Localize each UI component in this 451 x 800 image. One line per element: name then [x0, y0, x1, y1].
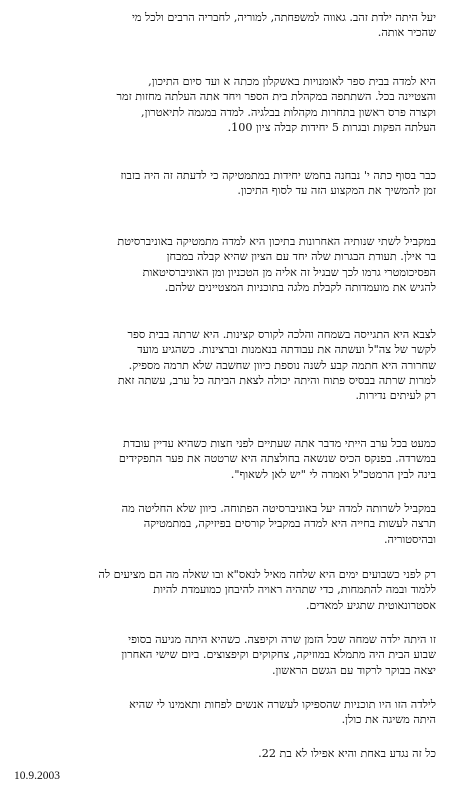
- paragraph-school: [14, 74, 436, 135]
- text-line: היתה משיגה את כולן.: [341, 713, 436, 727]
- text-line: זמן להמשיך את המקצוע הזה עד לסוף התיכון.: [237, 184, 436, 198]
- text-line: כל זה נגדע באחת והיא אפילו לא בת 22.: [258, 747, 436, 760]
- paragraph-math-early: [14, 168, 436, 199]
- text-line: להגיש את מועמדותה לקבלת מלגה בתוכניות המצטיינים שלהם.: [164, 280, 436, 294]
- text-line: לקשר של צה"ל ועשתה את עבודתה בנאמנות וברצינות. כשהגיע מועד: [137, 343, 436, 357]
- text-line: שהכיר אותה.: [377, 26, 436, 40]
- text-line: למרות שרתה בבסיס פתוח והיתה יכולה לצאת הביתה כל ערב, עשתה זאת: [117, 373, 436, 387]
- text-line: במקביל לשתי שנותיה האחרונות בתיכון היא למדה מתמטיקה באוניברסיטת: [117, 235, 436, 248]
- text-line: כבר בסוף כתה י' נבחנה בחמש יחידות במתמטיקה כי לדעתה זה היה בזבוז: [120, 169, 436, 182]
- text-line: זו היתה ילדה שמחה שכל הזמן שרה וקיפצה. כשהיא היתה מגיעה בסופי: [128, 633, 436, 646]
- paragraph-university: [14, 234, 436, 295]
- paragraph-intro: [14, 10, 436, 41]
- paragraph-evenings: [14, 436, 436, 482]
- text-line: הפסיכומטרי גרמו לכך שבגיל זה אליה מן הטכניון ומן האוניברסיטאות: [142, 265, 436, 279]
- text-line: והצטיינה בכל. השתתפה במקהלת בית הספר ויחד אתה העלתה מחזות זמר: [116, 90, 436, 104]
- text-line: בינה לבין הרמטכ"ל ואמרה לי "יש לאן לשאוף".: [230, 467, 436, 481]
- paragraph-happy-child: [14, 632, 436, 678]
- text-line: תרצה לעשות בחייה היא למדה במקביל קורסים בפיזיקה, במתמטיקה: [143, 517, 436, 531]
- paragraph-army: [14, 327, 436, 403]
- text-line: לצבא היא התגייסה בשמחה והלכה לקורס קצינות. היא שרתה בבית ספר: [127, 328, 436, 341]
- text-line: אסטרונאוטית שתגיע למאדים.: [305, 598, 436, 612]
- text-line: רק לפני כשבועים ימים היא שלחה מאיל לנאס"א ובו שאלה מה הם מציעים לה: [98, 568, 436, 581]
- text-line: יעל היתה ילדת זהב. גאווה למשפחתה, למוריה, לחבריה הרבים ולכל מי: [131, 11, 436, 24]
- text-line: וקצרה פרס ראשון בתחרות מקהלות בבלגיה. למדה במגמה לתיאטרון,: [141, 105, 436, 119]
- text-line: בר אילן. תעודת הבגרות שלה יחד עם הציון שהיא קבלה במבחן: [166, 250, 436, 264]
- document-date: 10.9.2003: [14, 770, 60, 782]
- text-line: לילדה הזו היו תוכניות שהספיקו לעשרה אנשים לפחות ותאמינו לי שהיא: [129, 698, 436, 711]
- text-line: רק לעיתים נדירות.: [355, 389, 436, 403]
- text-line: יצאה בבוקר לרקוד עם הגשם הראשון.: [272, 663, 436, 677]
- text-line: במקביל לשרותה למדה יעל באוניברסיטה הפתוחה. כיוון שלא החליטה מה: [121, 502, 436, 515]
- text-line: העלתה הפקות ובגרות 5 יחידות קבלה ציון 100.: [227, 120, 436, 134]
- text-line: ובהיסטוריה.: [383, 532, 436, 546]
- text-line: שבוע הבית היה מתמלא במוזיקה, צחקוקים וקיפצוצים. ביום שישי האחרון: [121, 648, 436, 662]
- text-line: ללמוד ובמה להתמחות, כדי שתהיה ראויה להיבחן כמועמדת להיות: [153, 583, 436, 597]
- text-line: במשרדה. בפנקס הכיס שנשאה בחולצתה היא שרטטה את פער התפקידים: [118, 452, 436, 466]
- paragraph-nasa: [14, 567, 436, 613]
- paragraph-closing: [14, 746, 436, 761]
- text-line: שחרורה היא חתמה קבע לשנה נוספת כיוון שחשבה שלא תרמה מספיק.: [128, 358, 436, 372]
- text-line: כמעט בכל ערב הייתי מדבר אתה שעתיים לפני חצות כשהיא עדיין עובדת: [123, 437, 436, 450]
- paragraph-open-university: [14, 501, 436, 547]
- paragraph-plans: [14, 697, 436, 728]
- text-line: היא למדה בבית ספר לאומנויות באשקלון מכתה א ועד סיום התיכון,: [148, 75, 436, 88]
